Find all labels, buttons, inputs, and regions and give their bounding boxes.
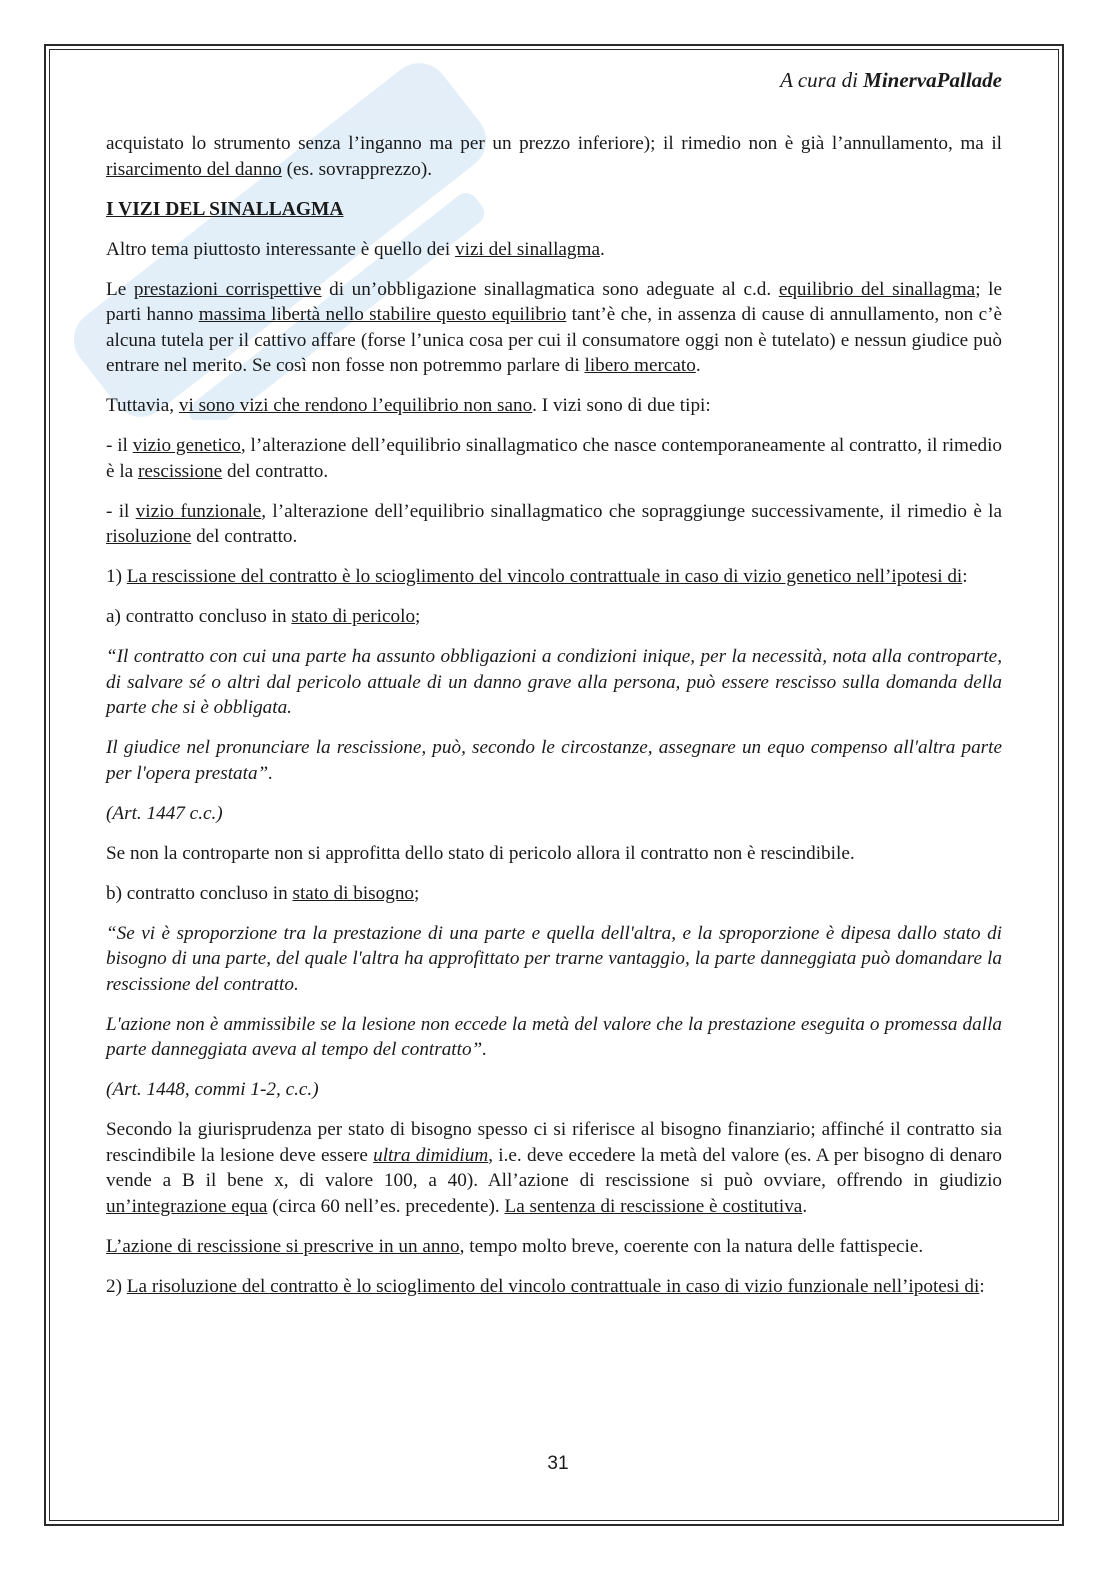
- paragraph: a) contratto concluso in stato di pericolo;: [106, 606, 421, 627]
- page-header: A cura di MinervaPallade: [780, 68, 1002, 92]
- law-quote: “Se vi è sproporzione tra la prestazione di una parte e quella dell'altra, e la sproporzione è dipesa dallo stato di bisogno di una parte, del quale l'altra ha approfittato per trarne vantaggio, la parte danneggiata può domandare la rescissione del contratto.: [106, 922, 1002, 995]
- section-heading: I VIZI DEL SINALLAGMA: [106, 198, 344, 220]
- paragraph: Se non la controparte non si approfitta dello stato di pericolo allora il contratto non è rescindibile.: [106, 842, 855, 864]
- law-quote: Il giudice nel pronunciare la rescissione, può, secondo le circostanze, assegnare un equo compenso all'altra parte per l'opera prestata”.: [106, 737, 1002, 784]
- paragraph: b) contratto concluso in stato di bisogno;: [106, 882, 420, 904]
- paragraph: Le prestazioni corrispettive di un’obbligazione sinallagmatica sono adeguate al c.d. equilibrio del sinallagma; le parti hanno massima libertà nello stabilire questo equilibrio tant’è che, in assenza di cause di annullamento, non c’è alcuna tutela per il cattivo affare (forse l’unica cosa per cui il consumatore oggi non è tutelato) e nessun giudice può entrare nel merito. Se così non fosse non potremmo parlare di libero mercato.: [106, 278, 1002, 376]
- paragraph: Altro tema piuttosto interessante è quello dei vizi del sinallagma.: [106, 238, 605, 260]
- paragraph: Tuttavia, vi sono vizi che rendono l’equilibrio non sano. I vizi sono di due tipi:: [106, 395, 711, 416]
- author-name: MinervaPallade: [863, 68, 1002, 92]
- paragraph: L’azione di rescissione si prescrive in un anno, tempo molto breve, coerente con la natura delle fattispecie.: [106, 1235, 924, 1257]
- law-quote: L'azione non è ammissibile se la lesione non eccede la metà del valore che la prestazione eseguita o promessa dalla parte danneggiata aveva al tempo del contratto”.: [106, 1013, 1002, 1060]
- document-body: [106, 131, 1002, 1314]
- paragraph: acquistato lo strumento senza l’inganno ma per un prezzo inferiore); il rimedio non è già l’annullamento, ma il risarcimento del danno (es. sovrapprezzo).: [106, 133, 1002, 180]
- paragraph: 2) La risoluzione del contratto è lo scioglimento del vincolo contrattuale in caso di vizio funzionale nell’ipotesi di:: [106, 1275, 985, 1297]
- list-item: - il vizio funzionale, l’alterazione dell’equilibrio sinallagmatico che sopraggiunge successivamente, il rimedio è la risoluzione del contratto.: [106, 500, 1002, 547]
- law-citation: (Art. 1447 c.c.): [106, 802, 223, 824]
- law-citation: (Art. 1448, commi 1-2, c.c.): [106, 1079, 319, 1100]
- law-quote: “Il contratto con cui una parte ha assunto obbligazioni a condizioni inique, per la necessità, nota alla controparte, di salvare sé o altri dal pericolo attuale di un danno grave alla persona, può essere rescisso sulla domanda della parte che si è obbligata.: [106, 646, 1002, 718]
- list-item: - il vizio genetico, l’alterazione dell’equilibrio sinallagmatico che nasce contemporaneamente al contratto, il rimedio è la rescissione del contratto.: [106, 435, 1002, 482]
- page-number: 31: [547, 1453, 569, 1474]
- paragraph: Secondo la giurisprudenza per stato di bisogno spesso ci si riferisce al bisogno finanziario; affinché il contratto sia rescindibile la lesione deve essere ultra dimidium, i.e. deve eccedere la metà del valore (es. A per bisogno di denaro vende a B il bene x, di valore 100, a 40). All’azione di rescissione si può ovviare, offrendo in giudizio un’integrazione equa (circa 60 nell’es. precedente). La sentenza di rescissione è costitutiva.: [106, 1119, 1002, 1217]
- paragraph: 1) La rescissione del contratto è lo scioglimento del vincolo contrattuale in caso di vizio genetico nell’ipotesi di:: [106, 566, 968, 587]
